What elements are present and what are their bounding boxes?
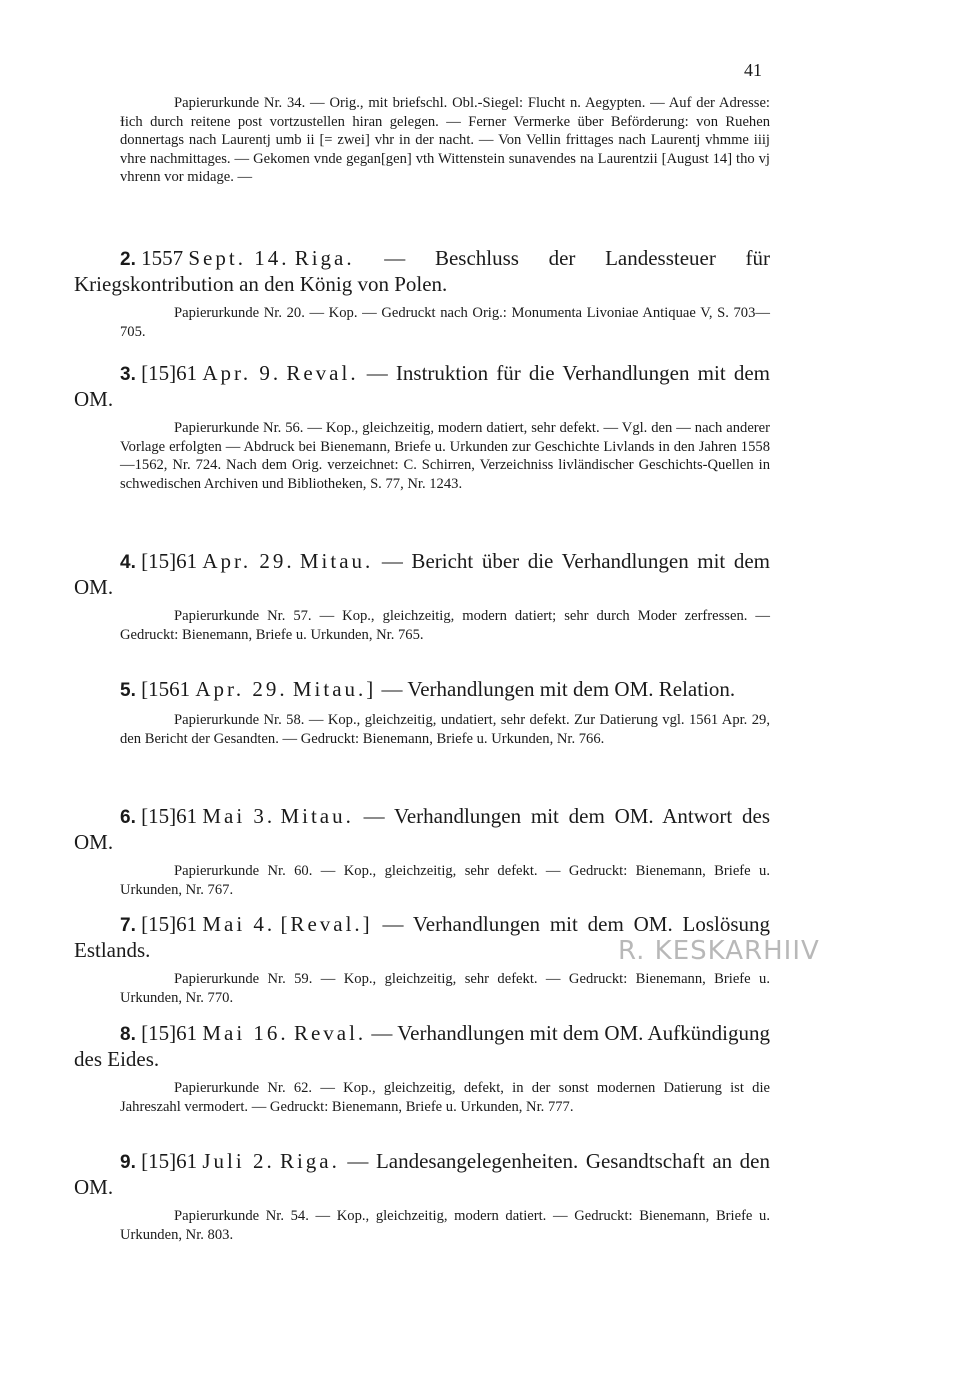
entry-note: Papierurkunde Nr. 62. — Kop., gleichzeitig, defekt, in der sonst modernen Datierung ist die Jahreszahl vermodert. — Gedruckt: Bienemann, Briefe u. Urkunden, Nr. 777.: [120, 1080, 770, 1115]
entry-5: [74, 677, 770, 748]
entry-4: [74, 549, 770, 644]
entry-6: [74, 804, 770, 899]
entry-date-spaced: Juli 2.: [202, 1149, 275, 1173]
archive-watermark: R. KESKARHIIV: [618, 936, 820, 966]
entry-number: 4.: [120, 552, 136, 573]
entry-note: Papierurkunde Nr. 20. — Kop. — Gedruckt nach Orig.: Monumenta Livoniae Antiquae V, S. 703—705.: [120, 305, 770, 340]
entry-note: Papierurkunde Nr. 57. — Kop., gleichzeitig, modern datiert; sehr durch Moder zerfressen. — Gedruckt: Bienemann, Briefe u. Urkunden, Nr. 765.: [120, 608, 770, 643]
intro-note: Papierurkunde Nr. 34. — Orig., mit briefschl. Obl.-Siegel: Flucht n. Aegypten. — Auf der Adresse: Ɨich durch reitene post vortzustellen hiran gelegen. — Ferner Vermerke über Beförderung: von Ruehen donnertags nach Laurentj umb ii [= zwei] vhr in der nacht. — Von Vellin frittages nach Laurentj vhmme iiij vhre nachmittages. — Gekomen vnde gegan[gen] vth Wittenstein sunavendes na Laurentzii [August 14] tho vj vhrenn vor midage. —: [120, 95, 770, 185]
entry-date-spaced: Sept. 14.: [188, 246, 290, 270]
entry-place: Reval.: [286, 361, 359, 385]
entry-number: 8.: [120, 1024, 136, 1045]
entry-title: — Verhandlungen mit dem OM. Loslösung Estlands.: [74, 912, 770, 962]
entry-heading: [74, 246, 770, 296]
entry-heading: [74, 361, 770, 411]
entry-9: [74, 1149, 770, 1244]
entry-date: [1561: [141, 677, 191, 701]
entry-title: — Bericht über die Verhandlungen mit dem OM.: [74, 549, 771, 599]
entry-number: 9.: [120, 1152, 136, 1173]
entry-date: [15]61: [141, 912, 198, 936]
entry-heading: [74, 804, 770, 854]
entry-note: Papierurkunde Nr. 58. — Kop., gleichzeitig, undatiert, sehr defekt. Zur Datierung vgl. 1561 Apr. 29, den Bericht der Gesandten. — Gedruckt: Bienemann, Briefe u. Urkunden, Nr. 766.: [120, 712, 770, 747]
entry-date: [15]61: [141, 361, 198, 385]
entry-place: Riga.: [294, 246, 355, 270]
entry-title: — Landesangelegenheiten. Gesandtschaft an den OM.: [74, 1149, 771, 1199]
entry-heading: [74, 549, 770, 599]
entry-place: Riga.: [279, 1149, 340, 1173]
entry-note: Papierurkunde Nr. 59. — Kop., gleichzeitig, sehr defekt. — Gedruckt: Bienemann, Briefe u. Urkunden, Nr. 770.: [120, 971, 770, 1006]
entry-date: [15]61: [141, 1021, 198, 1045]
entry-title: — Verhandlungen mit dem OM. Relation.: [381, 677, 736, 701]
entry-date-spaced: Apr. 29.: [195, 677, 288, 701]
entry-8: [74, 1021, 770, 1116]
entry-number: 3.: [120, 364, 136, 385]
entry-number: 7.: [120, 915, 136, 936]
entry-2: [74, 246, 770, 341]
entry-heading: [74, 1149, 770, 1199]
entry-title: — Verhandlungen mit dem OM. Antwort des OM.: [74, 804, 771, 854]
entry-place: Mitau.: [299, 549, 374, 573]
entry-note: Papierurkunde Nr. 54. — Kop., gleichzeitig, modern datiert. — Gedruckt: Bienemann, Briefe u. Urkunden, Nr. 803.: [120, 1208, 770, 1243]
entry-title: — Beschluss der Landessteuer für Kriegskontribution an den König von Polen.: [74, 246, 770, 296]
entry-place: Mitau.]: [292, 677, 377, 701]
entry-number: 5.: [120, 680, 136, 701]
page-number: 41: [744, 60, 762, 80]
entry-place: Mitau.: [280, 804, 354, 828]
entry-date: 1557: [141, 246, 184, 270]
entry-date-spaced: Apr. 9.: [202, 361, 282, 385]
entry-date: [15]61: [141, 549, 198, 573]
entry-title: — Verhandlungen mit dem OM. Aufkündigung des Eides.: [74, 1021, 771, 1071]
entry-date-spaced: Mai 3.: [202, 804, 276, 828]
entry-date: [15]61: [141, 804, 198, 828]
entry-date-spaced: Mai 4.: [202, 912, 276, 936]
entry-date-spaced: Mai 16.: [202, 1021, 289, 1045]
entry-date-spaced: Apr. 29.: [202, 549, 295, 573]
entry-heading: [74, 1021, 770, 1071]
entry-note: Papierurkunde Nr. 60. — Kop., gleichzeitig, sehr defekt. — Gedruckt: Bienemann, Briefe u. Urkunden, Nr. 767.: [120, 863, 770, 898]
entry-title: — Instruktion für die Verhandlungen mit dem OM.: [74, 361, 770, 411]
entry-date: [15]61: [141, 1149, 198, 1173]
entry-note: Papierurkunde Nr. 56. — Kop., gleichzeitig, modern datiert, sehr defekt. — Vgl. den — nach anderer Vorlage erfolgten — Abdruck bei Bienemann, Briefe u. Urkunden zur Geschichte Livlands in den Jahren 1558—1562, Nr. 724. Nach dem Orig. verzeichnet: C. Schirren, Verzeichniss livländischer Geschichts-Quellen in schwedischen Archiven und Bibliotheken, S. 77, Nr. 1243.: [120, 420, 770, 492]
entry-number: 2.: [120, 249, 136, 270]
entry-place: [Reval.]: [280, 912, 373, 936]
entry-place: Reval.: [293, 1021, 367, 1045]
intro-note-block: [120, 94, 770, 187]
entry-3: [74, 361, 770, 493]
entry-number: 6.: [120, 807, 136, 828]
entry-heading: [74, 677, 770, 703]
